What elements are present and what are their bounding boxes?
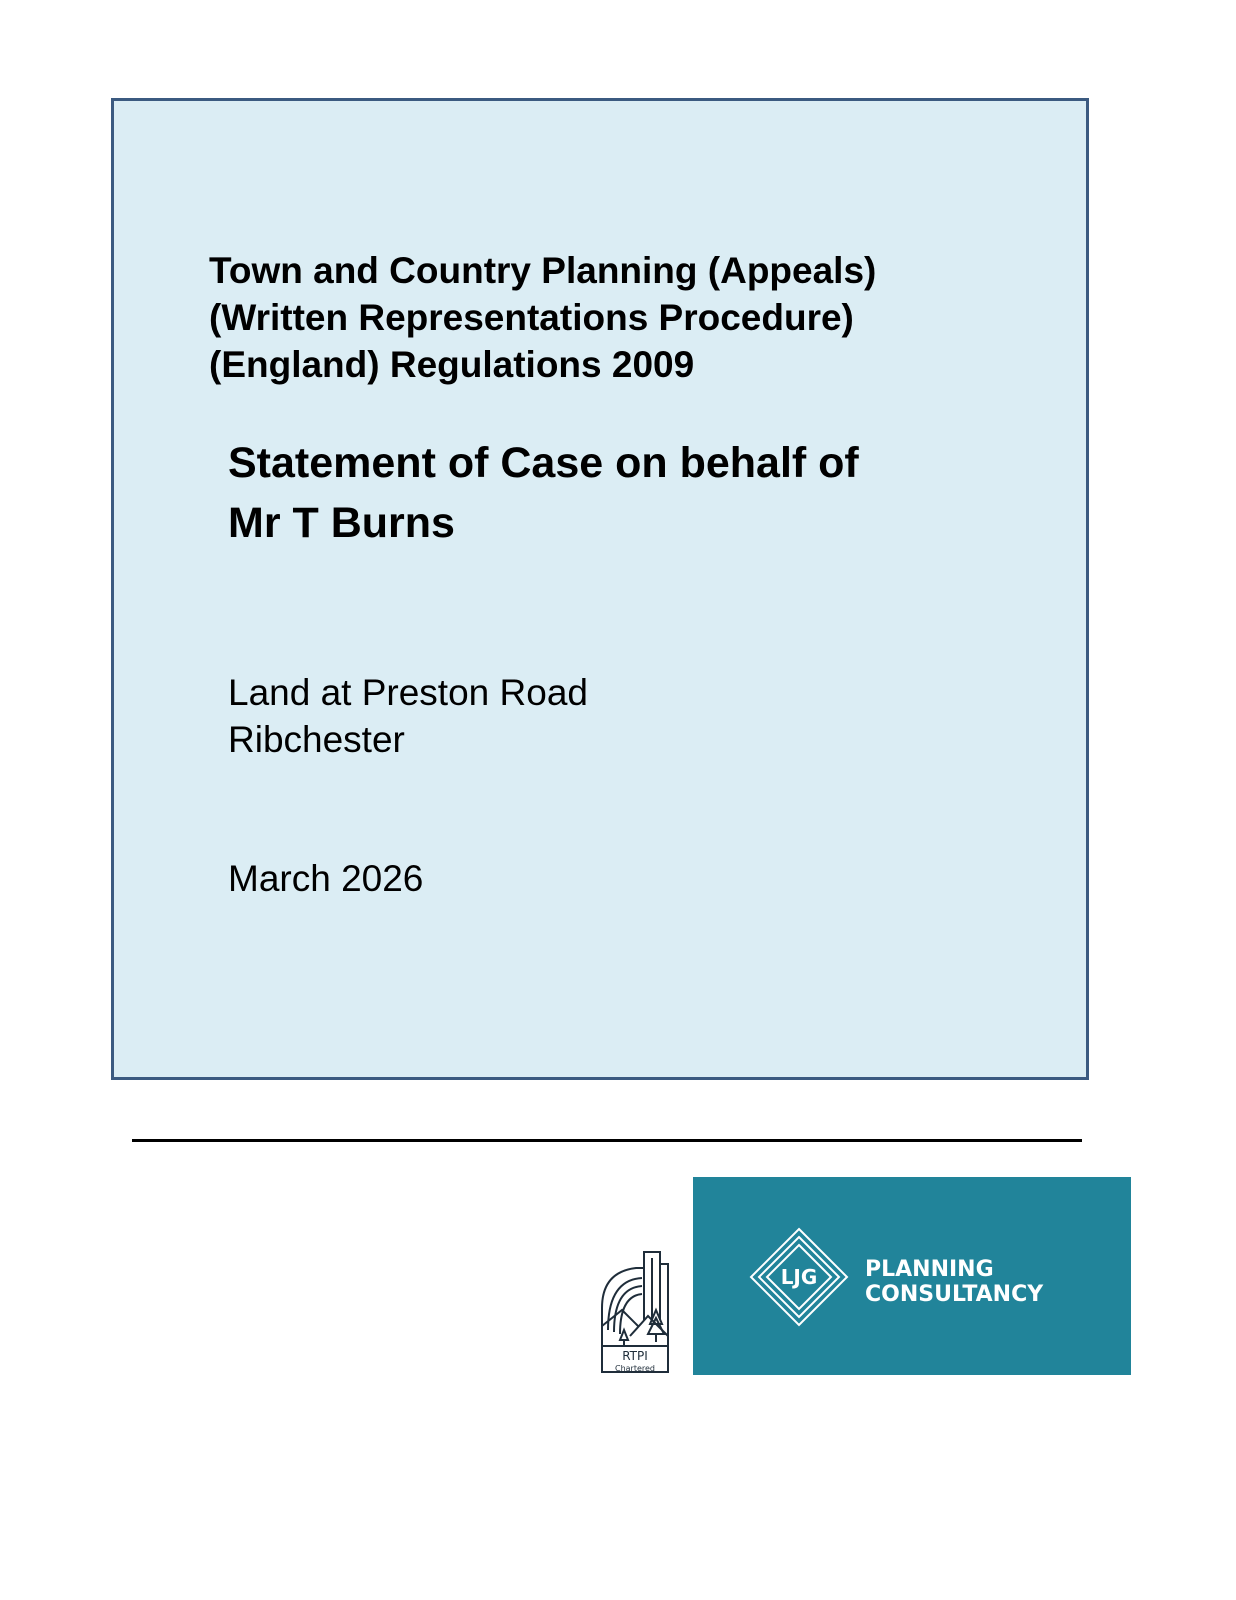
ljg-wordmark-line-1: PLANNING <box>865 1257 994 1282</box>
ljg-mark-text: LJG <box>780 1265 818 1289</box>
site-address-line-1: Land at Preston Road <box>228 672 588 713</box>
rtpi-chartered-icon <box>600 1250 684 1380</box>
regulations-line-2: (Written Representations Procedure) <box>209 297 854 338</box>
regulations-line-1: Town and Country Planning (Appeals) <box>209 250 877 291</box>
horizontal-rule <box>132 1139 1082 1142</box>
ljg-wordmark-line-2: CONSULTANCY <box>865 1282 1044 1307</box>
ljg-diamond-icon <box>749 1227 849 1327</box>
document-title-line-2: Mr T Burns <box>228 499 455 547</box>
regulations-heading <box>209 247 876 388</box>
ljg-wordmark <box>865 1257 1043 1307</box>
regulations-line-3: (England) Regulations 2009 <box>209 344 695 385</box>
ljg-brand-panel <box>693 1177 1131 1375</box>
document-date: March 2026 <box>228 858 424 899</box>
rtpi-label: RTPI <box>622 1349 648 1363</box>
rtpi-sub-label: Chartered <box>614 1364 656 1373</box>
cover-panel <box>111 98 1089 1080</box>
site-address <box>228 669 588 763</box>
document-title-line-1: Statement of Case on behalf of <box>228 439 859 487</box>
site-address-line-2: Ribchester <box>228 719 405 760</box>
document-title <box>228 433 859 553</box>
